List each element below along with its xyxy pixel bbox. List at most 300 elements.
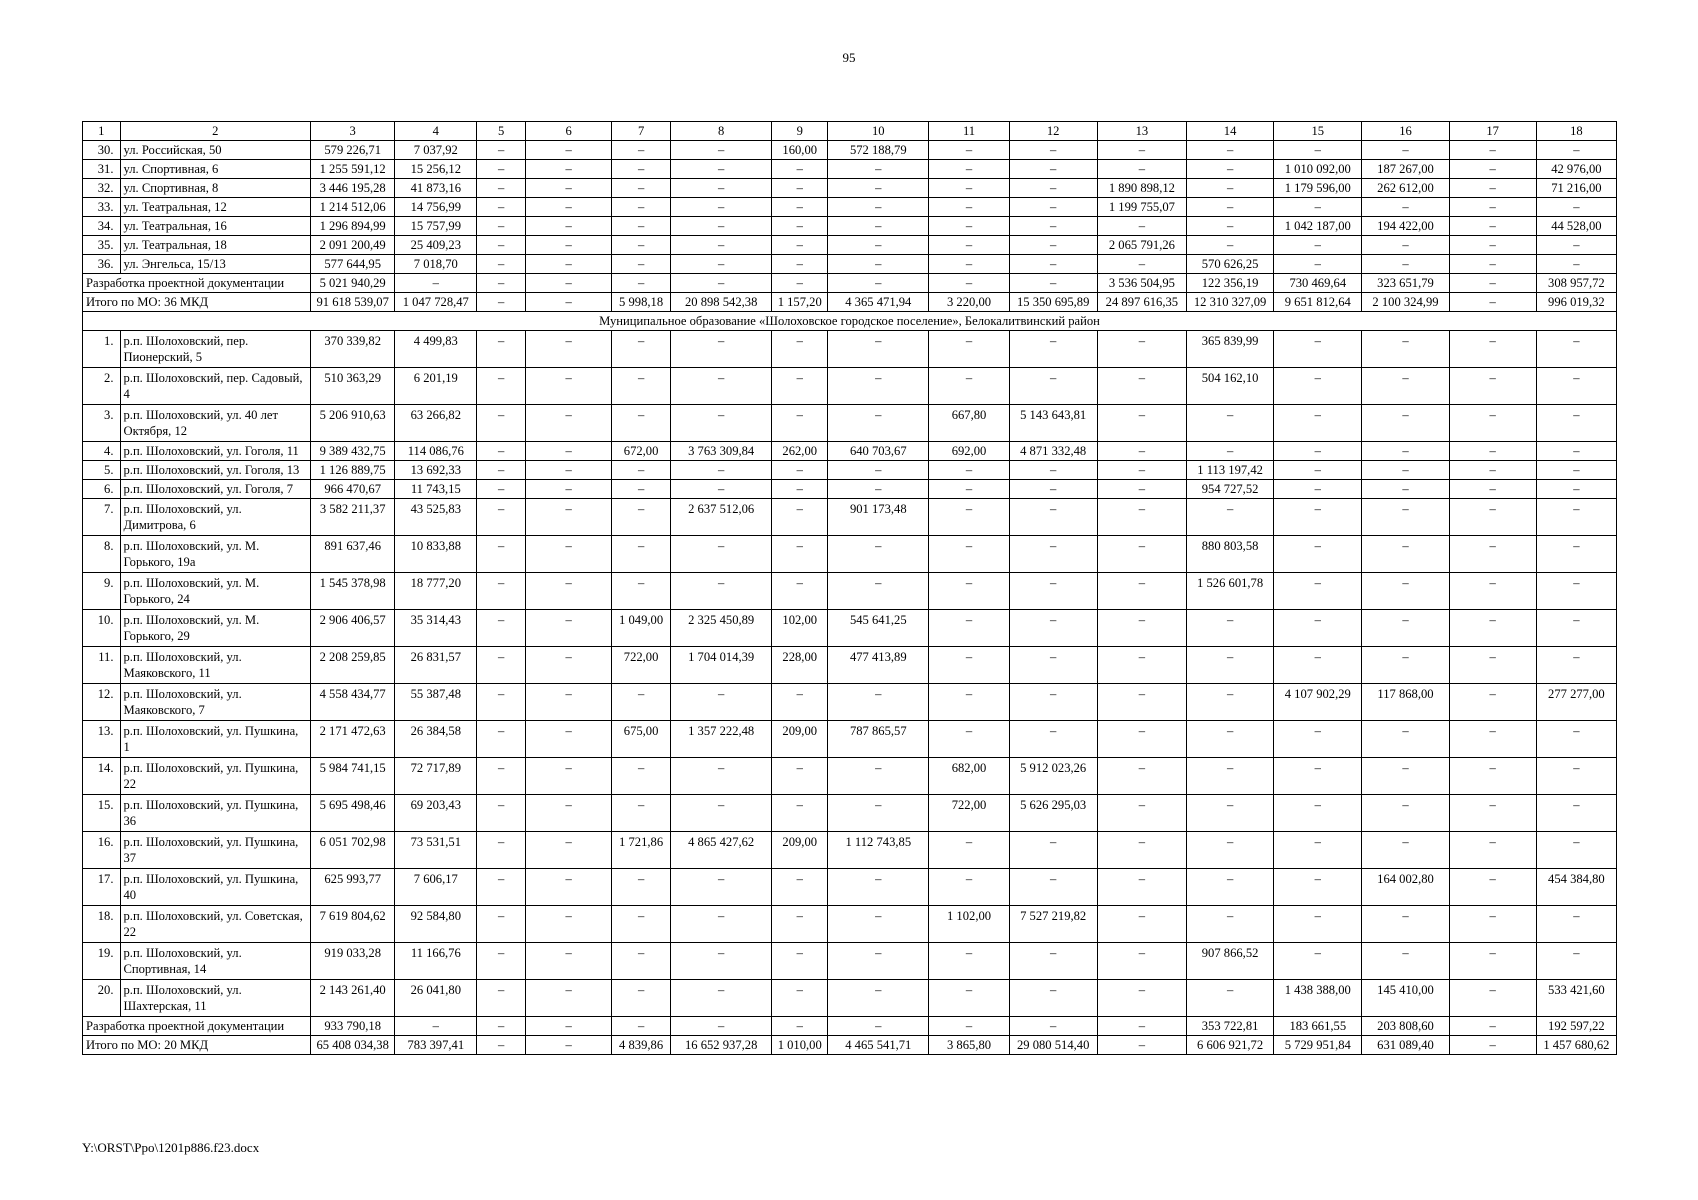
- row-number: 34.: [83, 217, 121, 236]
- table-row: [83, 906, 1617, 943]
- table-cell: 117 868,00: [1362, 684, 1449, 721]
- table-cell: 1 113 197,42: [1187, 461, 1274, 480]
- table-cell: –: [526, 442, 612, 461]
- table-cell: 891 637,46: [311, 536, 395, 573]
- table-cell: –: [1362, 906, 1449, 943]
- table-row: [83, 721, 1617, 758]
- address-cell: р.п. Шолоховский, ул. Советская, 22: [120, 906, 311, 943]
- table-cell: 1 545 378,98: [311, 573, 395, 610]
- table-cell: –: [1274, 198, 1362, 217]
- table-cell: –: [477, 721, 526, 758]
- table-cell: 69 203,43: [395, 795, 477, 832]
- table-cell: –: [1009, 274, 1097, 293]
- table-cell: –: [1449, 721, 1536, 758]
- table-cell: –: [1362, 610, 1449, 647]
- column-header: 3: [311, 122, 395, 141]
- column-header: 4: [395, 122, 477, 141]
- table-cell: –: [1362, 368, 1449, 405]
- table-cell: –: [1009, 610, 1097, 647]
- table-cell: –: [1362, 499, 1449, 536]
- table-cell: –: [1536, 536, 1616, 573]
- table-cell: –: [477, 980, 526, 1017]
- address-cell: р.п. Шолоховский, ул. Спортивная, 14: [120, 943, 311, 980]
- table-cell: –: [1009, 832, 1097, 869]
- table-cell: –: [477, 368, 526, 405]
- row-number: 10.: [83, 610, 121, 647]
- table-cell: 5 695 498,46: [311, 795, 395, 832]
- table-cell: –: [1449, 536, 1536, 573]
- table-cell: –: [526, 869, 612, 906]
- table-cell: 15 256,12: [395, 160, 477, 179]
- table-cell: –: [1097, 795, 1186, 832]
- table-cell: –: [1187, 236, 1274, 255]
- table-cell: –: [526, 758, 612, 795]
- address-cell: р.п. Шолоховский, пер. Садовый, 4: [120, 368, 311, 405]
- table-cell: 6 606 921,72: [1187, 1036, 1274, 1055]
- table-cell: –: [1009, 217, 1097, 236]
- table-cell: –: [1449, 198, 1536, 217]
- table-row: [83, 832, 1617, 869]
- column-header: 5: [477, 122, 526, 141]
- table-cell: –: [1009, 480, 1097, 499]
- table-row: [83, 869, 1617, 906]
- address-cell: р.п. Шолоховский, ул. Маяковского, 7: [120, 684, 311, 721]
- table-cell: 11 166,76: [395, 943, 477, 980]
- table-row: [83, 255, 1617, 274]
- table-cell: 114 086,76: [395, 442, 477, 461]
- table-cell: 901 173,48: [828, 499, 929, 536]
- table-cell: –: [1009, 684, 1097, 721]
- table-cell: –: [1274, 795, 1362, 832]
- page-number: 95: [842, 50, 856, 65]
- table-cell: –: [477, 274, 526, 293]
- table-cell: –: [612, 236, 671, 255]
- summary-row: [83, 1036, 1617, 1055]
- table-cell: 323 651,79: [1362, 274, 1449, 293]
- table-cell: –: [477, 255, 526, 274]
- table-cell: –: [1187, 758, 1274, 795]
- table-cell: –: [477, 179, 526, 198]
- table-cell: 2 208 259,85: [311, 647, 395, 684]
- table-cell: 1 049,00: [612, 610, 671, 647]
- table-cell: –: [1449, 906, 1536, 943]
- table-cell: –: [1097, 869, 1186, 906]
- table-cell: –: [1187, 405, 1274, 442]
- table-cell: –: [1536, 721, 1616, 758]
- table-row: [83, 536, 1617, 573]
- table-cell: –: [828, 980, 929, 1017]
- table-cell: –: [1097, 684, 1186, 721]
- table-cell: –: [477, 198, 526, 217]
- table-cell: 7 527 219,82: [1009, 906, 1097, 943]
- table-cell: 15 350 695,89: [1009, 293, 1097, 312]
- table-cell: 102,00: [772, 610, 828, 647]
- table-cell: –: [477, 442, 526, 461]
- table-cell: –: [1187, 832, 1274, 869]
- address-cell: р.п. Шолоховский, ул. М. Горького, 19а: [120, 536, 311, 573]
- table-cell: –: [929, 461, 1009, 480]
- table-cell: –: [772, 906, 828, 943]
- table-cell: –: [1449, 368, 1536, 405]
- table-cell: 1 214 512,06: [311, 198, 395, 217]
- table-cell: –: [1362, 480, 1449, 499]
- column-header: 10: [828, 122, 929, 141]
- address-cell: ул. Спортивная, 6: [120, 160, 311, 179]
- table-cell: 3 536 504,95: [1097, 274, 1186, 293]
- table-cell: –: [670, 461, 771, 480]
- table-cell: 192 597,22: [1536, 1017, 1616, 1036]
- table-cell: –: [477, 1017, 526, 1036]
- table-cell: –: [670, 217, 771, 236]
- table-cell: –: [1362, 573, 1449, 610]
- column-header: 6: [526, 122, 612, 141]
- table-cell: –: [1187, 869, 1274, 906]
- table-cell: 1 112 743,85: [828, 832, 929, 869]
- table-cell: 692,00: [929, 442, 1009, 461]
- table-cell: –: [526, 217, 612, 236]
- table-row: [83, 647, 1617, 684]
- table-cell: 1 255 591,12: [311, 160, 395, 179]
- table-row: [83, 499, 1617, 536]
- row-number: 13.: [83, 721, 121, 758]
- table-cell: –: [1449, 141, 1536, 160]
- table-cell: –: [1274, 442, 1362, 461]
- table-row: [83, 141, 1617, 160]
- table-cell: 122 356,19: [1187, 274, 1274, 293]
- table-cell: –: [612, 274, 671, 293]
- table-cell: 579 226,71: [311, 141, 395, 160]
- table-cell: –: [1097, 1036, 1186, 1055]
- table-cell: –: [1009, 236, 1097, 255]
- table-row: [83, 573, 1617, 610]
- row-number: 31.: [83, 160, 121, 179]
- table-cell: –: [1097, 141, 1186, 160]
- table-cell: –: [670, 480, 771, 499]
- table-cell: –: [929, 1017, 1009, 1036]
- table-cell: –: [477, 610, 526, 647]
- table-cell: 72 717,89: [395, 758, 477, 795]
- table-cell: –: [670, 943, 771, 980]
- table-cell: 3 446 195,28: [311, 179, 395, 198]
- table-row: [83, 331, 1617, 368]
- table-cell: 20 898 542,38: [670, 293, 771, 312]
- table-cell: –: [1449, 293, 1536, 312]
- table-cell: –: [1449, 442, 1536, 461]
- table-cell: –: [1274, 368, 1362, 405]
- table-cell: –: [1009, 368, 1097, 405]
- table-cell: –: [526, 573, 612, 610]
- table-cell: –: [1274, 480, 1362, 499]
- table-cell: 26 831,57: [395, 647, 477, 684]
- table-cell: –: [1449, 236, 1536, 255]
- table-cell: 12 310 327,09: [1187, 293, 1274, 312]
- table-cell: –: [929, 573, 1009, 610]
- table-cell: –: [526, 499, 612, 536]
- table-cell: –: [1449, 869, 1536, 906]
- table-cell: 194 422,00: [1362, 217, 1449, 236]
- row-number: 5.: [83, 461, 121, 480]
- table-cell: –: [772, 198, 828, 217]
- table-cell: –: [1097, 647, 1186, 684]
- table-cell: 3 582 211,37: [311, 499, 395, 536]
- table-cell: 262 612,00: [1362, 179, 1449, 198]
- table-cell: 18 777,20: [395, 573, 477, 610]
- table-cell: –: [1097, 573, 1186, 610]
- table-row: [83, 943, 1617, 980]
- table-cell: 43 525,83: [395, 499, 477, 536]
- table-cell: –: [1009, 331, 1097, 368]
- table-cell: –: [1449, 405, 1536, 442]
- table-cell: –: [772, 179, 828, 198]
- table-cell: –: [929, 255, 1009, 274]
- address-cell: ул. Российская, 50: [120, 141, 311, 160]
- table-cell: 1 526 601,78: [1187, 573, 1274, 610]
- table-cell: –: [526, 160, 612, 179]
- table-cell: –: [828, 160, 929, 179]
- table-cell: –: [1449, 255, 1536, 274]
- table-cell: 787 865,57: [828, 721, 929, 758]
- table-cell: –: [1187, 198, 1274, 217]
- table-cell: 203 808,60: [1362, 1017, 1449, 1036]
- table-cell: –: [670, 573, 771, 610]
- table-cell: –: [477, 647, 526, 684]
- table-cell: –: [1187, 217, 1274, 236]
- table-cell: –: [772, 405, 828, 442]
- table-cell: 1 199 755,07: [1097, 198, 1186, 217]
- table-cell: –: [828, 684, 929, 721]
- row-number: 1.: [83, 331, 121, 368]
- row-number: 12.: [83, 684, 121, 721]
- table-cell: –: [526, 980, 612, 1017]
- table-cell: 7 619 804,62: [311, 906, 395, 943]
- table-cell: –: [612, 141, 671, 160]
- table-cell: –: [828, 331, 929, 368]
- table-cell: –: [612, 906, 671, 943]
- table-cell: –: [1097, 906, 1186, 943]
- table-cell: –: [526, 405, 612, 442]
- table-cell: 228,00: [772, 647, 828, 684]
- table-cell: –: [670, 795, 771, 832]
- table-cell: –: [929, 331, 1009, 368]
- table-cell: –: [612, 480, 671, 499]
- table-cell: –: [772, 461, 828, 480]
- summary-row: [83, 293, 1617, 312]
- address-cell: р.п. Шолоховский, ул. Гоголя, 11: [120, 442, 311, 461]
- table-cell: –: [1449, 1036, 1536, 1055]
- address-cell: р.п. Шолоховский, ул. Шахтерская, 11: [120, 980, 311, 1017]
- row-number: 3.: [83, 405, 121, 442]
- table-cell: –: [1449, 461, 1536, 480]
- table-cell: –: [526, 274, 612, 293]
- table-cell: –: [772, 480, 828, 499]
- row-number: 15.: [83, 795, 121, 832]
- table-cell: 10 833,88: [395, 536, 477, 573]
- table-cell: 4 839,86: [612, 1036, 671, 1055]
- table-cell: –: [670, 368, 771, 405]
- table-cell: –: [1274, 141, 1362, 160]
- table-cell: –: [526, 684, 612, 721]
- table-cell: 675,00: [612, 721, 671, 758]
- table-cell: –: [526, 255, 612, 274]
- table-cell: –: [1536, 461, 1616, 480]
- table-cell: –: [1187, 499, 1274, 536]
- table-cell: –: [828, 1017, 929, 1036]
- table-cell: –: [1009, 721, 1097, 758]
- summary-row: [83, 274, 1617, 293]
- table-cell: –: [772, 869, 828, 906]
- table-cell: –: [395, 1017, 477, 1036]
- table-cell: 783 397,41: [395, 1036, 477, 1055]
- address-cell: ул. Театральная, 12: [120, 198, 311, 217]
- table-cell: –: [1274, 331, 1362, 368]
- address-cell: р.п. Шолоховский, ул. 40 лет Октября, 12: [120, 405, 311, 442]
- table-cell: 29 080 514,40: [1009, 1036, 1097, 1055]
- table-cell: –: [1274, 610, 1362, 647]
- table-cell: 183 661,55: [1274, 1017, 1362, 1036]
- table-cell: 4 365 471,94: [828, 293, 929, 312]
- table-cell: –: [772, 217, 828, 236]
- table-cell: 2 325 450,89: [670, 610, 771, 647]
- table-cell: 3 763 309,84: [670, 442, 771, 461]
- table-cell: –: [612, 461, 671, 480]
- table-cell: –: [526, 480, 612, 499]
- table-cell: –: [670, 198, 771, 217]
- table-cell: –: [772, 331, 828, 368]
- table-cell: 2 100 324,99: [1362, 293, 1449, 312]
- table-cell: –: [1097, 721, 1186, 758]
- table-cell: –: [612, 684, 671, 721]
- table-cell: 1 357 222,48: [670, 721, 771, 758]
- table-cell: –: [612, 368, 671, 405]
- table-cell: –: [1097, 331, 1186, 368]
- table-cell: 1 438 388,00: [1274, 980, 1362, 1017]
- table-cell: –: [526, 1017, 612, 1036]
- address-cell: ул. Театральная, 18: [120, 236, 311, 255]
- table-cell: –: [1362, 198, 1449, 217]
- table-cell: –: [1009, 980, 1097, 1017]
- summary-label: Разработка проектной документации: [83, 274, 311, 293]
- table-cell: 4 871 332,48: [1009, 442, 1097, 461]
- table-cell: –: [772, 368, 828, 405]
- table-cell: –: [1449, 160, 1536, 179]
- table-cell: –: [772, 499, 828, 536]
- column-header: 8: [670, 122, 771, 141]
- row-number: 19.: [83, 943, 121, 980]
- table-cell: 15 757,99: [395, 217, 477, 236]
- address-cell: р.п. Шолоховский, пер. Пионерский, 5: [120, 331, 311, 368]
- table-cell: –: [526, 906, 612, 943]
- table-cell: 919 033,28: [311, 943, 395, 980]
- row-number: 4.: [83, 442, 121, 461]
- table-cell: –: [929, 198, 1009, 217]
- table-cell: –: [772, 274, 828, 293]
- column-header: 18: [1536, 122, 1616, 141]
- table-cell: –: [1536, 906, 1616, 943]
- column-header: 16: [1362, 122, 1449, 141]
- table-cell: –: [1274, 869, 1362, 906]
- table-cell: –: [828, 405, 929, 442]
- table-cell: –: [828, 906, 929, 943]
- table-cell: –: [1274, 906, 1362, 943]
- table-cell: –: [526, 647, 612, 684]
- table-cell: –: [1009, 869, 1097, 906]
- table-cell: –: [1274, 647, 1362, 684]
- table-cell: –: [1097, 405, 1186, 442]
- table-cell: 65 408 034,38: [311, 1036, 395, 1055]
- table-cell: –: [526, 610, 612, 647]
- table-cell: –: [1449, 499, 1536, 536]
- table-cell: –: [1187, 610, 1274, 647]
- table-cell: 91 618 539,07: [311, 293, 395, 312]
- table-cell: 365 839,99: [1187, 331, 1274, 368]
- table-cell: –: [1362, 832, 1449, 869]
- table-cell: –: [526, 331, 612, 368]
- table-cell: 4 465 541,71: [828, 1036, 929, 1055]
- table-cell: –: [1274, 536, 1362, 573]
- table-row: [83, 217, 1617, 236]
- table-cell: –: [1536, 499, 1616, 536]
- table-cell: –: [772, 684, 828, 721]
- table-cell: 5 729 951,84: [1274, 1036, 1362, 1055]
- table-cell: –: [1449, 480, 1536, 499]
- table-cell: 625 993,77: [311, 869, 395, 906]
- table-cell: 1 296 894,99: [311, 217, 395, 236]
- table-cell: –: [1009, 198, 1097, 217]
- address-cell: р.п. Шолоховский, ул. Пушкина, 36: [120, 795, 311, 832]
- table-cell: –: [929, 869, 1009, 906]
- table-row: [83, 795, 1617, 832]
- table-cell: –: [670, 255, 771, 274]
- table-cell: 996 019,32: [1536, 293, 1616, 312]
- table-cell: –: [929, 647, 1009, 684]
- table-cell: –: [929, 217, 1009, 236]
- table-cell: –: [612, 573, 671, 610]
- table-cell: –: [1009, 943, 1097, 980]
- table-cell: –: [828, 758, 929, 795]
- address-cell: р.п. Шолоховский, ул. М. Горького, 24: [120, 573, 311, 610]
- column-header: 17: [1449, 122, 1536, 141]
- table-cell: –: [1097, 1017, 1186, 1036]
- table-cell: –: [477, 405, 526, 442]
- row-number: 8.: [83, 536, 121, 573]
- table-cell: –: [929, 368, 1009, 405]
- table-cell: –: [1009, 647, 1097, 684]
- table-cell: 2 091 200,49: [311, 236, 395, 255]
- table-cell: –: [929, 980, 1009, 1017]
- table-cell: –: [477, 160, 526, 179]
- table-cell: –: [1097, 368, 1186, 405]
- table-cell: –: [1009, 573, 1097, 610]
- table-cell: –: [612, 795, 671, 832]
- table-cell: 209,00: [772, 721, 828, 758]
- table-cell: –: [612, 869, 671, 906]
- table-cell: –: [828, 217, 929, 236]
- row-number: 32.: [83, 179, 121, 198]
- table-cell: 277 277,00: [1536, 684, 1616, 721]
- table-cell: –: [1274, 405, 1362, 442]
- table-cell: –: [1449, 179, 1536, 198]
- table-cell: –: [772, 536, 828, 573]
- table-cell: –: [828, 255, 929, 274]
- address-cell: р.п. Шолоховский, ул. Димитрова, 6: [120, 499, 311, 536]
- address-cell: р.п. Шолоховский, ул. М. Горького, 29: [120, 610, 311, 647]
- table-cell: –: [828, 179, 929, 198]
- table-row: [83, 610, 1617, 647]
- table-cell: 7 037,92: [395, 141, 477, 160]
- table-cell: 5 984 741,15: [311, 758, 395, 795]
- footer-file-path: Y:\ORST\Ppo\1201p886.f23.docx: [82, 1140, 260, 1155]
- table-cell: –: [1009, 499, 1097, 536]
